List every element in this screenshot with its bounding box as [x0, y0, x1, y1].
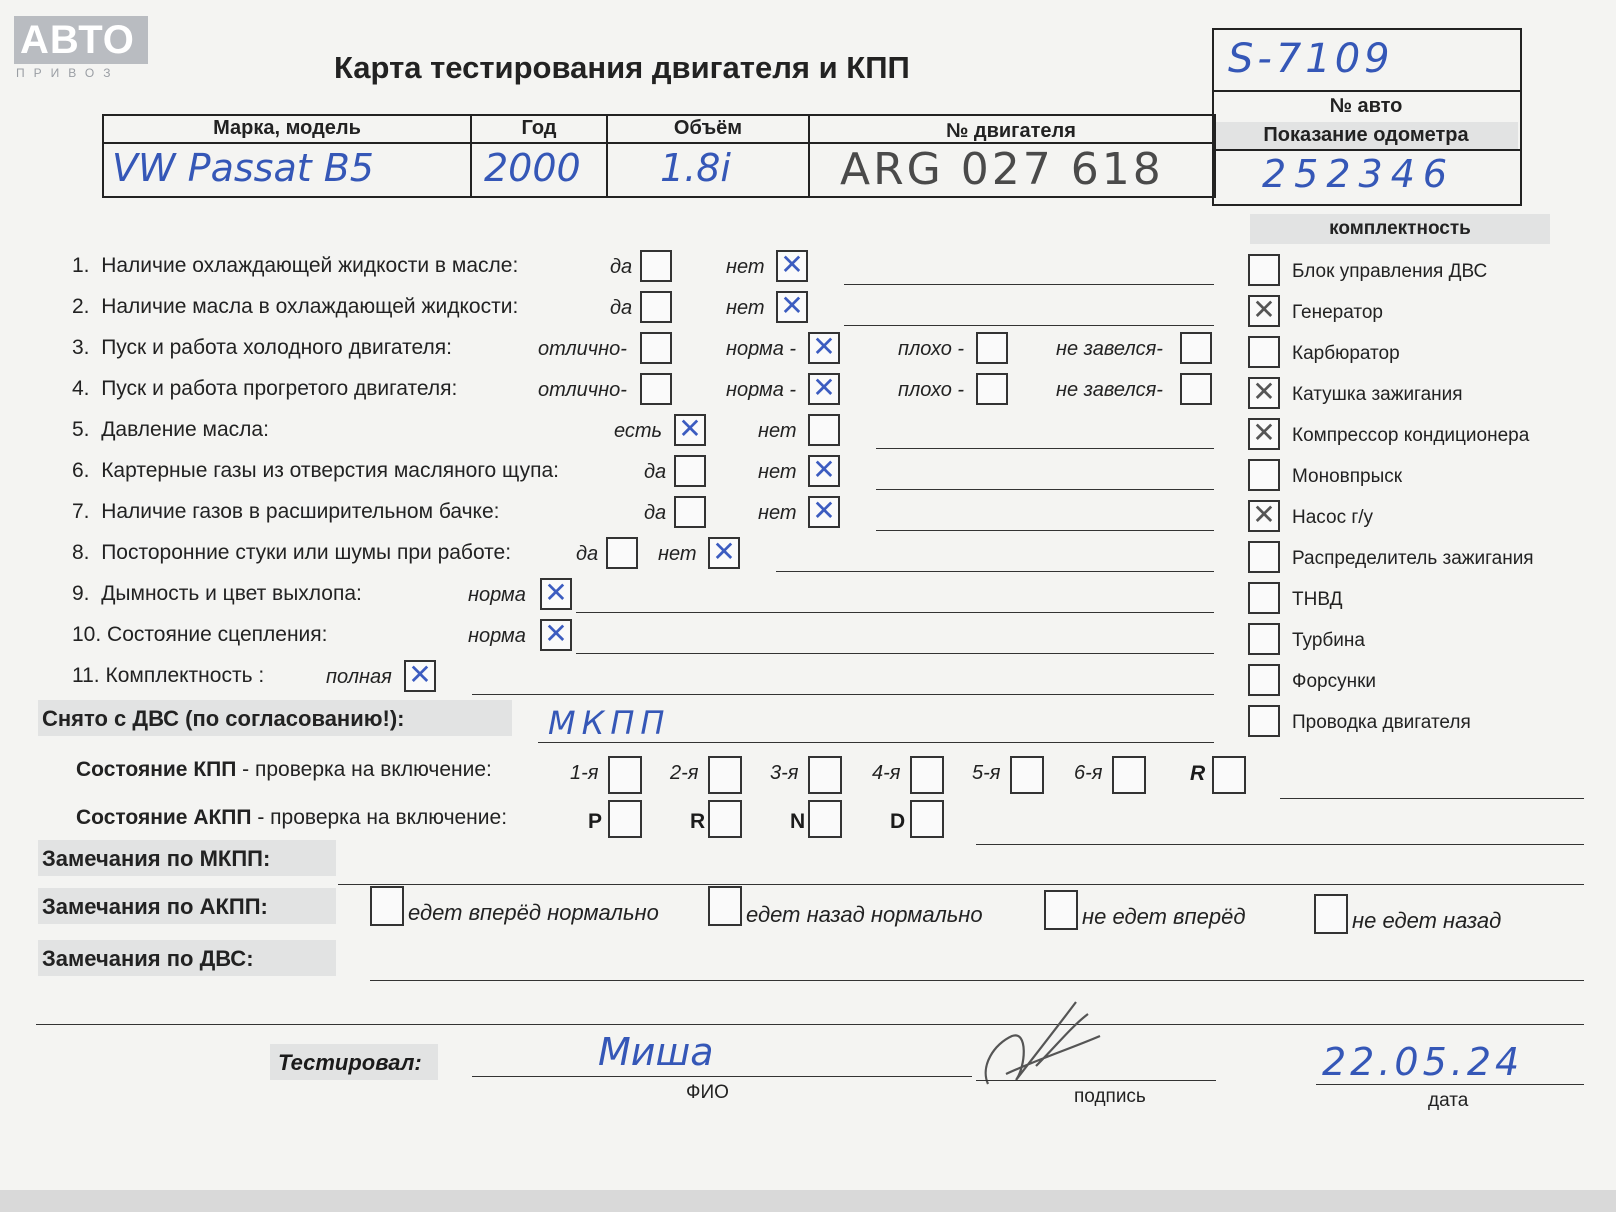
- kit-label-ignition-coil: Катушка зажигания: [1292, 384, 1463, 405]
- akpp-mode-d-checkbox[interactable]: [910, 800, 944, 838]
- kpp-gear-5-label: 5-я: [972, 762, 1001, 784]
- q10-normal-label: норма: [468, 625, 526, 647]
- kit-label-distributor: Распределитель зажигания: [1292, 548, 1534, 569]
- kit-label-ac-compressor: Компрессор кондиционера: [1292, 425, 1530, 446]
- q1-yes-label: да: [610, 256, 633, 278]
- question-6: 6. Картерные газы из отверстия масляного щупа:: [72, 459, 559, 482]
- signature-caption: подпись: [1074, 1086, 1146, 1107]
- q8-yes-label: да: [576, 543, 599, 565]
- akpp-mode-p-label: P: [588, 810, 603, 833]
- q1-no-label: нет: [726, 256, 765, 278]
- akpp-no-forward-checkbox[interactable]: [1044, 890, 1078, 930]
- q4-not-started-label: не завелся-: [1056, 379, 1163, 401]
- kpp-label: Состояние КПП - проверка на включение:: [76, 758, 492, 781]
- kit-checkbox-ignition-coil[interactable]: [1248, 377, 1280, 409]
- kpp-gear-2-label: 2-я: [670, 762, 699, 784]
- logo-subtitle: ПРИВОЗ: [16, 66, 120, 80]
- kpp-gear-4-checkbox[interactable]: [910, 756, 944, 794]
- q7-no-checkbox[interactable]: [808, 496, 840, 528]
- akpp-forward-ok-checkbox[interactable]: [370, 886, 404, 926]
- q4-bad-checkbox[interactable]: [976, 373, 1008, 405]
- tested-by-label: Тестировал:: [278, 1050, 422, 1075]
- kit-checkbox-turbine[interactable]: [1248, 623, 1280, 655]
- q6-yes-checkbox[interactable]: [674, 455, 706, 487]
- q3-bad-checkbox[interactable]: [976, 332, 1008, 364]
- kit-title: комплектность: [1329, 218, 1471, 239]
- kit-checkbox-mono-injection[interactable]: [1248, 459, 1280, 491]
- kpp-gear-5-checkbox[interactable]: [1010, 756, 1044, 794]
- akpp-mode-r-checkbox[interactable]: [708, 800, 742, 838]
- removed-label: Снято с ДВС (по согласованию!):: [42, 706, 405, 731]
- q3-normal-label: норма -: [726, 338, 797, 360]
- akpp-mode-n-checkbox[interactable]: [808, 800, 842, 838]
- date-caption: дата: [1428, 1090, 1469, 1111]
- kit-label-injectors: Форсунки: [1292, 671, 1376, 692]
- kit-checkbox-distributor[interactable]: [1248, 541, 1280, 573]
- removed-value[interactable]: МКПП: [548, 704, 671, 742]
- engine-value[interactable]: ARG 027 618: [840, 144, 1164, 195]
- kit-checkbox-engine-wiring[interactable]: [1248, 705, 1280, 737]
- volume-header: Объём: [673, 117, 743, 139]
- kit-label-power-steering-pump: Насос г/у: [1292, 507, 1374, 528]
- q9-normal-checkbox[interactable]: [540, 578, 572, 610]
- q4-normal-label: норма -: [726, 379, 797, 401]
- kit-checkbox-injection-pump[interactable]: [1248, 582, 1280, 614]
- kpp-gear-3-label: 3-я: [770, 762, 799, 784]
- question-4: 4. Пуск и работа прогретого двигателя:: [72, 377, 458, 400]
- kit-label-turbine: Турбина: [1292, 630, 1365, 651]
- engine-header: № двигателя: [946, 120, 1076, 142]
- kpp-gear-1-checkbox[interactable]: [608, 756, 642, 794]
- q9-normal-label: норма: [468, 584, 526, 606]
- kit-checkbox-ac-compressor[interactable]: [1248, 418, 1280, 450]
- question-8: 8. Посторонние стуки или шумы при работе:: [72, 541, 512, 564]
- kpp-gear-r-checkbox[interactable]: [1212, 756, 1246, 794]
- kit-label-carburetor: Карбюратор: [1292, 343, 1400, 364]
- kpp-gear-4-label: 4-я: [872, 762, 901, 784]
- q7-yes-label: да: [644, 502, 667, 524]
- remarks-akpp-label: Замечания по АКПП:: [42, 894, 268, 919]
- remarks-dvs-label: Замечания по ДВС:: [42, 946, 254, 971]
- akpp-forward-ok-label: едет вперёд нормально: [408, 900, 659, 925]
- q3-normal-checkbox[interactable]: [808, 332, 840, 364]
- q6-no-checkbox[interactable]: [808, 455, 840, 487]
- odometer-label: Показание одометра: [1263, 124, 1469, 146]
- kit-checkbox-injectors[interactable]: [1248, 664, 1280, 696]
- q4-not-started-checkbox[interactable]: [1180, 373, 1212, 405]
- kpp-gear-6-label: 6-я: [1074, 762, 1103, 784]
- question-5: 5. Давление масла:: [72, 418, 269, 441]
- q3-excellent-checkbox[interactable]: [640, 332, 672, 364]
- kit-label-engine-wiring: Проводка двигателя: [1292, 712, 1471, 733]
- q7-no-label: нет: [758, 502, 797, 524]
- q11-full-label: полная: [326, 666, 392, 688]
- akpp-reverse-ok-label: едет назад нормально: [746, 902, 983, 927]
- q2-yes-checkbox[interactable]: [640, 291, 672, 323]
- question-2: 2. Наличие масла в охлаждающей жидкости:: [72, 295, 519, 318]
- q10-normal-checkbox[interactable]: [540, 619, 572, 651]
- remarks-mkpp-label: Замечания по МКПП:: [42, 846, 271, 871]
- kpp-gear-r-label: R: [1190, 762, 1206, 785]
- q11-full-checkbox[interactable]: [404, 660, 436, 692]
- q4-excellent-label: отлично-: [538, 379, 627, 401]
- q5-present-label: есть: [614, 420, 663, 442]
- car-number-value[interactable]: S-7109: [1228, 36, 1394, 82]
- akpp-no-forward-label: не едет вперёд: [1082, 904, 1246, 929]
- make-value[interactable]: VW Passat B5: [112, 146, 374, 190]
- q3-not-started-checkbox[interactable]: [1180, 332, 1212, 364]
- year-value[interactable]: 2000: [484, 146, 581, 190]
- kit-label-generator: Генератор: [1292, 302, 1383, 323]
- question-3: 3. Пуск и работа холодного двигателя:: [72, 336, 452, 359]
- q4-bad-label: плохо -: [898, 379, 965, 401]
- kit-checkbox-generator[interactable]: [1248, 295, 1280, 327]
- question-1: 1. Наличие охлаждающей жидкости в масле:: [72, 254, 519, 277]
- q8-no-label: нет: [658, 543, 697, 565]
- question-7: 7. Наличие газов в расширительном бачке:: [72, 500, 500, 523]
- kit-label-mono-injection: Моновпрыск: [1292, 466, 1403, 487]
- kpp-gear-3-checkbox[interactable]: [808, 756, 842, 794]
- akpp-mode-d-label: D: [890, 810, 906, 833]
- volume-value[interactable]: 1.8i: [660, 146, 731, 190]
- page-title: Карта тестирования двигателя и КПП: [334, 50, 910, 85]
- name-caption: ФИО: [686, 1082, 729, 1103]
- q7-yes-checkbox[interactable]: [674, 496, 706, 528]
- q2-yes-label: да: [610, 297, 633, 319]
- q3-excellent-label: отлично-: [538, 338, 627, 360]
- kpp-gear-1-label: 1-я: [570, 762, 599, 784]
- q5-no-checkbox[interactable]: [808, 414, 840, 446]
- date-value[interactable]: 22.05.24: [1322, 1040, 1524, 1084]
- logo-mark: АВТО: [14, 16, 148, 64]
- akpp-mode-r-label: R: [690, 810, 706, 833]
- q6-no-label: нет: [758, 461, 797, 483]
- q4-excellent-checkbox[interactable]: [640, 373, 672, 405]
- kit-checkbox-power-steering-pump[interactable]: [1248, 500, 1280, 532]
- q6-yes-label: да: [644, 461, 667, 483]
- q5-no-label: нет: [758, 420, 797, 442]
- kit-label-ecu: Блок управления ДВС: [1292, 261, 1488, 282]
- question-10: 10. Состояние сцепления:: [72, 623, 328, 646]
- q4-normal-checkbox[interactable]: [808, 373, 840, 405]
- kit-checkbox-ecu[interactable]: [1248, 254, 1280, 286]
- question-9: 9. Дымность и цвет выхлопа:: [72, 582, 362, 605]
- q8-yes-checkbox[interactable]: [606, 537, 638, 569]
- q2-no-checkbox[interactable]: [776, 291, 808, 323]
- akpp-mode-p-checkbox[interactable]: [608, 800, 642, 838]
- kpp-gear-6-checkbox[interactable]: [1112, 756, 1146, 794]
- question-11: 11. Комплектность :: [72, 664, 265, 687]
- akpp-reverse-ok-checkbox[interactable]: [708, 886, 742, 926]
- kpp-gear-2-checkbox[interactable]: [708, 756, 742, 794]
- akpp-no-reverse-label: не едет назад: [1352, 908, 1502, 933]
- car-number-label: № авто: [1329, 95, 1403, 117]
- kit-label-injection-pump: ТНВД: [1292, 589, 1343, 610]
- akpp-label: Состояние АКПП - проверка на включение:: [76, 806, 508, 829]
- q8-no-checkbox[interactable]: [708, 537, 740, 569]
- akpp-mode-n-label: N: [790, 810, 806, 833]
- q3-not-started-label: не завелся-: [1056, 338, 1163, 360]
- q2-no-label: нет: [726, 297, 765, 319]
- q5-present-checkbox[interactable]: [674, 414, 706, 446]
- tester-name-value[interactable]: Миша: [598, 1030, 714, 1074]
- odometer-value[interactable]: 252346: [1262, 152, 1456, 196]
- q3-bad-label: плохо -: [898, 338, 965, 360]
- q1-yes-checkbox[interactable]: [640, 250, 672, 282]
- make-header: Марка, модель: [213, 117, 361, 139]
- akpp-no-reverse-checkbox[interactable]: [1314, 894, 1348, 934]
- q1-no-checkbox[interactable]: [776, 250, 808, 282]
- kit-checkbox-carburetor[interactable]: [1248, 336, 1280, 368]
- year-header: Год: [521, 117, 557, 139]
